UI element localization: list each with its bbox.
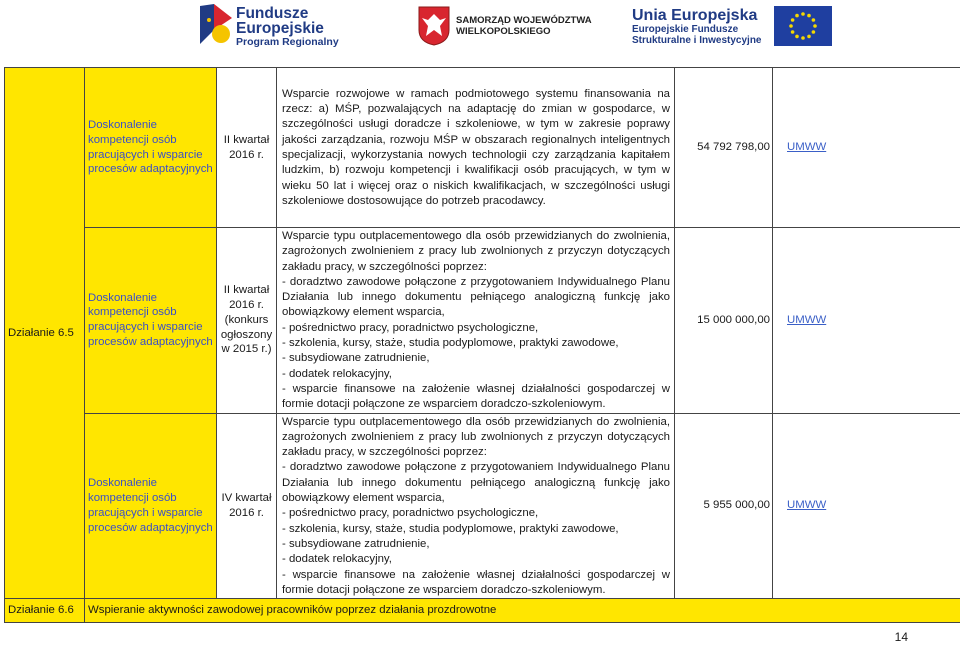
- eu-star-icon: [807, 14, 811, 18]
- desc-line: Wsparcie typu outplacementowego dla osób przewidzianych do zwolnienia, zagrożonych zwolnieniem z pracy lub zwolnionych z przyczyn dotyczących zakładu pracy, w szczególności poprzez:: [282, 415, 670, 459]
- ue-subtitle-2: Strukturalne i Inwestycyjne: [632, 34, 762, 46]
- fundusze-europejskie-logo: [200, 4, 339, 50]
- table-row: [5, 228, 960, 414]
- table-row: [5, 413, 960, 599]
- page-number: 14: [894, 630, 908, 644]
- desc-line: - pośrednictwo pracy, poradnictwo psychologiczne,: [282, 321, 539, 334]
- row-amount: 54 792 798,00: [675, 68, 773, 228]
- desc-line: - szkolenia, kursy, staże, studia podyplomowe, praktyki zawodowe,: [282, 522, 619, 535]
- action-6-5-cell: Działanie 6.5: [5, 68, 85, 599]
- row-name: Doskonalenie kompetencji osób pracujących i wsparcie procesów adaptacyjnych: [85, 228, 217, 414]
- row-description: [277, 413, 675, 599]
- table-row: [5, 599, 960, 623]
- desc-line: - dodatek relokacyjny,: [282, 553, 392, 566]
- row-description: [277, 228, 675, 414]
- desc-line: - szkolenia, kursy, staże, studia podyplomowe, praktyki zawodowe,: [282, 337, 619, 350]
- logo-bar: [0, 0, 960, 62]
- row-institution-link[interactable]: UMWW: [773, 68, 960, 228]
- ue-subtitle-1: Europejskie Fundusze: [632, 23, 739, 35]
- table-row: [5, 68, 960, 228]
- eu-star-icon: [795, 35, 799, 39]
- row-date: II kwartał 2016 r. (konkurs ogłoszony w 2015 r.): [217, 228, 277, 414]
- eu-star-icon: [801, 12, 805, 16]
- action-6-6-cell: Działanie 6.6: [5, 599, 85, 623]
- eu-star-icon: [790, 30, 794, 34]
- fundusze-title-2: Europejskie: [236, 20, 324, 37]
- row-name: Doskonalenie kompetencji osób pracujących i wsparcie procesów adaptacyjnych: [85, 413, 217, 599]
- desc-line: - subsydiowane zatrudnienie,: [282, 352, 430, 365]
- desc-line: - doradztwo zawodowe połączone z przygotowaniem Indywidualnego Planu Działania lub innego dokumentu pełniącego analogiczną funkcję jako obowiązkowy element wsparcia,: [282, 461, 670, 505]
- ue-title: Unia Europejska: [632, 6, 758, 24]
- row-amount: 5 955 000,00: [675, 413, 773, 599]
- fundusze-subtitle: Program Regionalny: [236, 36, 339, 48]
- desc-line: - subsydiowane zatrudnienie,: [282, 537, 430, 550]
- row-institution-link[interactable]: UMWW: [773, 228, 960, 414]
- eu-star-icon: [811, 30, 815, 34]
- action-table: [4, 67, 960, 623]
- unia-europejska-logo: [632, 6, 832, 46]
- eu-star-icon: [789, 24, 793, 28]
- row-date: IV kwartał 2016 r.: [217, 413, 277, 599]
- eagle-crest-icon: [418, 6, 450, 46]
- desc-line: Wsparcie typu outplacementowego dla osób przewidzianych do zwolnienia, zagrożonych zwolnieniem z pracy lub zwolnionych z przyczyn dotyczących zakładu pracy, w szczególności poprzez:: [282, 230, 670, 273]
- eu-star-icon: [801, 36, 805, 40]
- desc-line: - wsparcie finansowe na założenie własnej działalności gospodarczej w formie dotacji połączone ze wsparciem doradczo-szkoleniowym.: [282, 568, 670, 596]
- row-name: Doskonalenie kompetencji osób pracujących i wsparcie procesów adaptacyjnych: [85, 68, 217, 228]
- row-date: II kwartał 2016 r.: [217, 68, 277, 228]
- row-description: Wsparcie rozwojowe w ramach podmiotowego systemu finansowania na rzecz: a) MŚP, pozwalających na adaptację do zmian w gospodarce, w szczególności usługi doradcze i szkoleniowe, w tym w zakresie poprawy jakości zarządzania, rozwoju MŚP w obszarach regionalnych inteligentnych specjalizacji, wykorzystania nowych technologii czy zarządzania kapitałem ludzkim, b) rozwoju kompetencji i kwalifikacji osób pracujących, w tym w wieku 50 lat i więcej oraz o niskich kwalifikacjach, w szczególności usługi szkoleniowe dostosowujące do potrzeb pracodawcy.: [277, 68, 675, 228]
- desc-line: - pośrednictwo pracy, poradnictwo psychologiczne,: [282, 507, 539, 520]
- eu-flag-icon: [774, 6, 832, 46]
- eu-star-icon: [811, 18, 815, 22]
- samorzad-line-2: WIELKOPOLSKIEGO: [456, 26, 551, 37]
- eu-star-icon: [813, 24, 817, 28]
- row-institution-link[interactable]: UMWW: [773, 413, 960, 599]
- desc-line: - doradztwo zawodowe połączone z przygotowaniem Indywidualnego Planu Działania lub innego dokumentu pełniącego analogiczną funkcję jako obowiązkowy element wsparcia,: [282, 275, 670, 319]
- action-6-6-description: Wspieranie aktywności zawodowej pracowników poprzez działania prozdrowotne: [85, 599, 960, 623]
- fundusze-title: Fundusze: [236, 5, 309, 22]
- eu-star-icon: [807, 35, 811, 39]
- eu-star-icon: [790, 18, 794, 22]
- samorzad-logo: [418, 6, 592, 46]
- eu-star-icon: [795, 14, 799, 18]
- desc-line: - wsparcie finansowe na założenie własnej działalności gospodarczej w formie dotacji połączone ze wsparciem doradczo-szkoleniowym.: [282, 382, 670, 411]
- desc-line: - dodatek relokacyjny,: [282, 367, 392, 380]
- fundusze-europejskie-icon: [200, 4, 232, 50]
- samorzad-line-1: SAMORZĄD WOJEWÓDZTWA: [456, 15, 592, 26]
- row-amount: 15 000 000,00: [675, 228, 773, 414]
